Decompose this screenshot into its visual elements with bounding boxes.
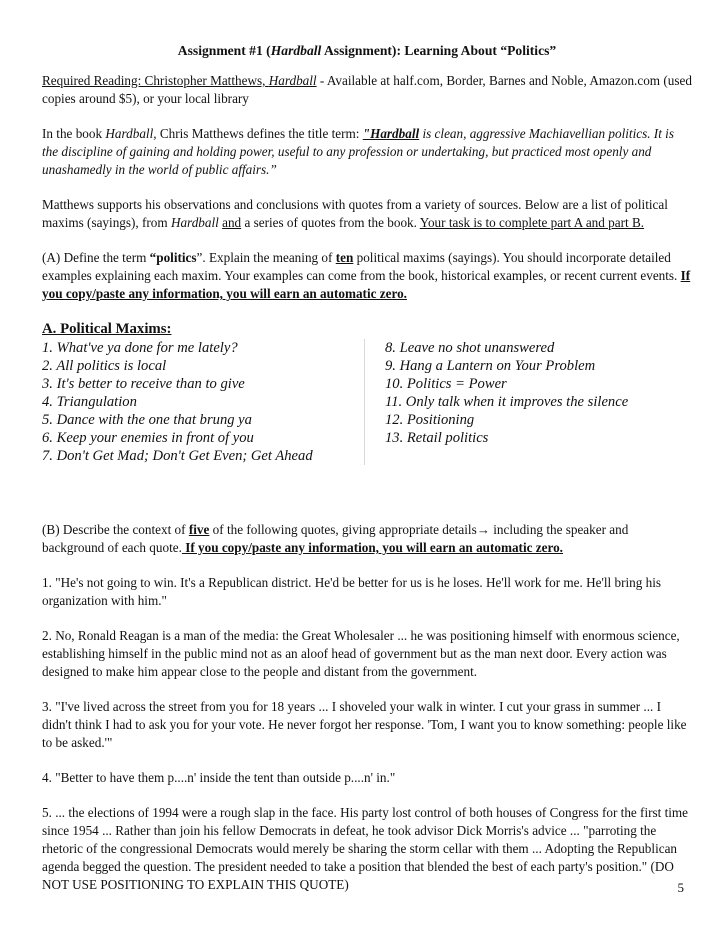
page-title <box>42 42 692 60</box>
definition-term: "Hardball <box>362 126 420 141</box>
required-reading <box>42 72 692 108</box>
five-count: five <box>188 522 210 537</box>
hardball-definition: In the book Hardball, Chris Matthews defines the title term: "Hardball is clean, aggressive Machiavellian politics. It is the discipline of gaining and holding power, useful to any profession or undertaking, but practiced most openly and unashamedly in the world of public affairs.” <box>42 126 674 177</box>
maxim-item: 4. Triangulation <box>42 394 137 410</box>
task-statement: Your task is to complete part A and part B. <box>419 215 645 230</box>
definition-book: Hardball, <box>105 126 157 141</box>
maxim-item: 12. Positioning <box>385 412 475 428</box>
maxim-item: 3. It's better to receive than to give <box>42 376 245 392</box>
title-suffix: Assignment): Learning About “Politics” <box>321 43 557 58</box>
quote-item: 5. ... the elections of 1994 were a rough slap in the face. His party lost control of both houses of Congress for the first time since 1954 ... Rather than join his fellow Democrats in defeat, he took advisor Dick Morris's advice ... "parroting the rhetoric of the congressional Democrats would merely be sharing the storm cellar with them ... Adopting the Republican agenda begged the question. The president needed to take a position that blended the best of each party's position." (DO NOT USE POSITIONING TO EXPLAIN THIS QUOTE) <box>42 805 689 892</box>
support-and: and <box>222 215 242 230</box>
maxim-item: 5. Dance with the one that brung ya <box>42 412 252 428</box>
maxims-list <box>42 339 692 465</box>
maxim-item: 2. All politics is local <box>42 358 167 374</box>
support-book: Hardball <box>170 215 219 230</box>
title-book: Hardball <box>270 43 322 58</box>
quote-item: 2. No, Ronald Reagan is a man of the media: the Great Wholesaler ... he was positioning himself with enormous science, establishing himself in the public mind not as an aloof head of government but as the man next door. Every action was designed to make him appear close to the people and distant from the government. <box>42 628 680 679</box>
column-divider <box>364 339 365 465</box>
quote-item: 1. "He's not going to win. It's a Republican district. He'd be better for us is he loses. He'll work for me. He'll bring his organization with him." <box>42 575 662 608</box>
ten-count: ten <box>335 250 354 265</box>
copy-paste-warning-b: If you copy/paste any information, you will earn an automatic zero. <box>181 540 563 555</box>
definition-text: is clean, aggressive Machiavellian politics. It is the discipline of gaining and holding power, useful to any profession or undertaking, but practiced most openly and unashamedly in the world of public affairs.” <box>42 126 674 177</box>
maxim-item: 7. Don't Get Mad; Don't Get Even; Get Ahead <box>42 448 313 464</box>
politics-term: “politics <box>149 250 197 265</box>
document-page <box>42 42 692 911</box>
required-reading-rest: - Available at half.com, Border, Barnes and Noble, Amazon.com (used copies around $5), or your local library <box>42 73 692 106</box>
required-reading-book: Hardball <box>268 73 317 88</box>
title-prefix: Assignment #1 ( <box>177 43 271 58</box>
maxim-item: 6. Keep your enemies in front of you <box>42 430 254 446</box>
quote-item: 3. "I've lived across the street from you for 18 years ... I shoveled your walk in winter. I cut your grass in summer ... I didn't think I had to ask you for your vote. He never forgot her response. 'Tom, I want you to know something: people like to be asked.'" <box>42 699 687 750</box>
maxim-item: 10. Politics = Power <box>385 376 507 392</box>
maxims-right-column <box>385 339 692 465</box>
quote-item: 4. "Better to have them p....n' inside the tent than outside p....n' in." <box>42 770 396 785</box>
required-reading-label: Required Reading: Christopher Matthews, Hardball <box>42 73 317 88</box>
right-arrow-icon: → <box>476 522 490 537</box>
part-a-instructions: (A) Define the term “politics”. Explain the meaning of ten political maxims (sayings). You should incorporate detailed examples explaining each maxim. Your examples can come from the book, historical examples, or recent current events. If you copy/paste any information, you will earn an automatic zero. <box>42 250 691 301</box>
maxim-item: 1. What've ya done for me lately? <box>42 340 238 356</box>
support-paragraph: Matthews supports his observations and conclusions with quotes from a variety of sources. Below are a list of political maxims (sayings), from Hardball and a series of quotes from the book. Your task is to complete part A and part B. <box>42 197 668 230</box>
copy-paste-warning-a: If you copy/paste any information, you will earn an automatic zero. <box>42 268 691 301</box>
maxims-heading: A. Political Maxims: <box>42 321 172 337</box>
maxims-left-column <box>42 339 364 465</box>
part-b-instructions: (B) Describe the context of five of the following quotes, giving appropriate details→ including the speaker and background of each quote. If you copy/paste any information, you will earn an automatic zero. <box>42 522 629 555</box>
maxim-item: 9. Hang a Lantern on Your Problem <box>385 358 596 374</box>
page-number: 5 <box>677 880 684 895</box>
maxim-item: 8. Leave no shot unanswered <box>385 340 555 356</box>
maxim-item: 13. Retail politics <box>385 430 489 446</box>
maxim-item: 11. Only talk when it improves the silence <box>385 394 629 410</box>
